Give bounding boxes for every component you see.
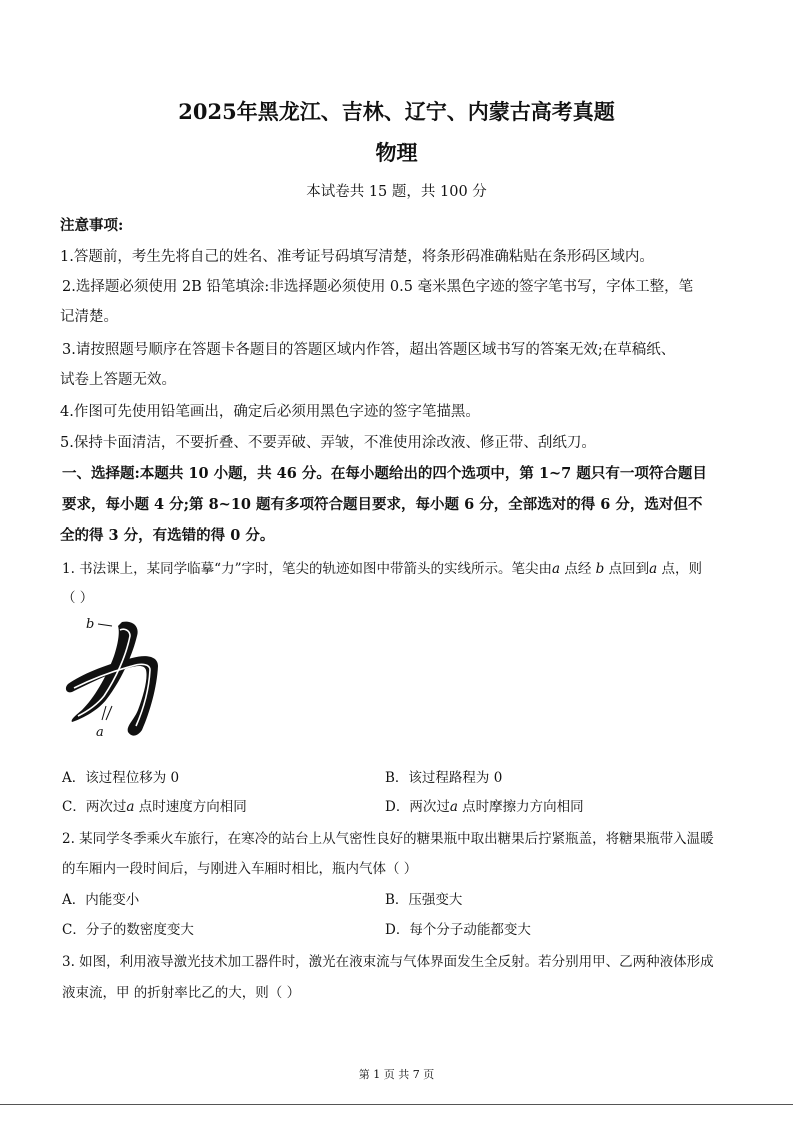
notice-item-3: 3.请按照题号顺序在答题卡各题目的答题区域内作答，超出答题区域书写的答案无效;在草稿纸、 [62,342,676,358]
notice-item-1: 1.答题前，考生先将自己的姓名、准考证号码填写清楚，将条形码准确粘贴在条形码区域内。 [60,249,654,265]
page-footer: 第 1 页 共 7 页 [358,1068,435,1081]
exam-info: 本试卷共 15 题，共 100 分 [306,184,487,200]
q1-stem: 1. 书法课上，某同学临摹“力”字时，笔尖的轨迹如图中带箭头的实线所示。笔尖由a 点经 b 点回到a 点，则 [62,561,702,577]
bottom-divider [0,1104,793,1105]
q3-stem-line-1: 3. 如图，利用液导激光技术加工器件时，激光在液束流与气体界面发生全反射。若分别用甲、乙两种液体形成 [62,954,714,970]
q2-option-b: B．压强变大 [385,892,463,908]
notice-item-3-cont: 试卷上答题无效。 [60,372,176,388]
q2-stem-line-2: 的车厢内一段时间后，与刚进入车厢时相比，瓶内气体（ ） [62,861,418,877]
subject-title: 物理 [375,140,418,165]
figure-label-a: a [96,725,104,740]
notice-item-2: 2.选择题必须使用 2B 铅笔填涂:非选择题必须使用 0.5 毫米黑色字迹的签字笔书写，字体工整，笔 [62,279,694,295]
q3-stem-line-2: 液束流，甲 的折射率比乙的大，则（ ） [62,985,301,1001]
notice-heading: 注意事项: [60,217,124,234]
q1-option-d: D．两次过a 点时摩擦力方向相同 [385,799,584,815]
q1-answer-paren: （ ） [62,590,94,606]
q1-option-b: B．该过程路程为 0 [385,770,503,786]
notice-item-5: 5.保持卡面清洁，不要折叠、不要弄破、弄皱，不准使用涂改液、修正带、刮纸刀。 [60,435,596,451]
q2-option-d: D．每个分子动能都变大 [385,922,531,938]
q2-option-a: A．内能变小 [62,892,140,908]
section1-line-2: 要求，每小题 4 分;第 8~10 题有多项符合题目要求，每小题 6 分，全部选对的得 6 分，选对但不 [62,496,703,513]
q2-stem-line-1: 2. 某同学冬季乘火车旅行，在寒冷的站台上从气密性良好的糖果瓶中取出糖果后拧紧瓶盖，将糖果瓶带入温暖 [62,831,714,847]
q2-option-c: C．分子的数密度变大 [62,922,194,938]
exam-title: 2025年黑龙江、吉林、辽宁、内蒙古高考真题 [178,99,615,124]
section1-line-1: 一、选择题:本题共 10 小题，共 46 分。在每小题给出的四个选项中，第 1~7 题只有一项符合题目 [62,465,707,482]
li-character-figure [62,612,172,742]
section1-line-3: 全的得 3 分，有选错的得 0 分。 [60,527,275,544]
figure-label-b: b [86,617,95,632]
notice-item-4: 4.作图可先使用铅笔画出，确定后必须用黑色字迹的签字笔描黑。 [60,404,480,420]
q1-option-a: A．该过程位移为 0 [62,770,180,786]
q1-option-c: C．两次过a 点时速度方向相同 [62,799,247,815]
notice-item-2-cont: 记清楚。 [60,309,118,325]
